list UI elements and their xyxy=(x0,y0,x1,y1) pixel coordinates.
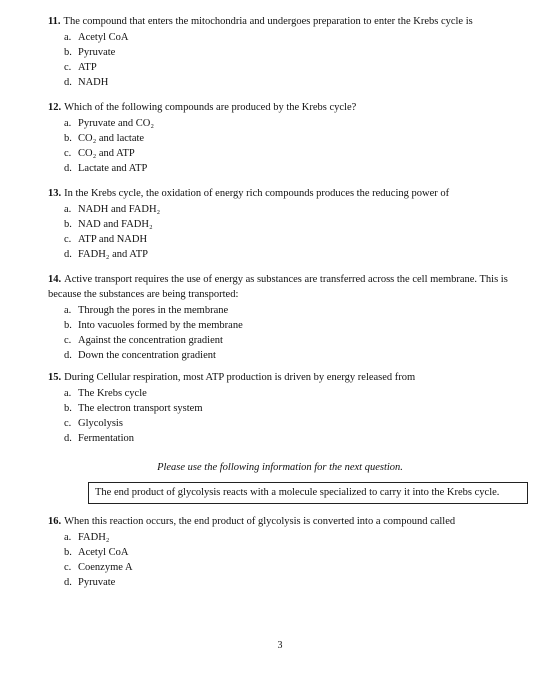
option-d: d. FADH₂ and ATP xyxy=(64,249,148,260)
option-d: d. NADH xyxy=(64,77,109,88)
option-a: a. NADH and FADH₂ xyxy=(64,204,161,215)
info-note: Please use the following information for the next question. xyxy=(157,462,403,473)
option-b: b. CO₂ and lactate xyxy=(64,133,145,144)
question-stem: 14. Active transport requires the use of energy as substances are transferred across the cell membrane. This is because the substances are being transported: xyxy=(48,274,508,300)
question-number: 14. xyxy=(48,274,62,285)
options-list xyxy=(48,116,538,176)
option-d: d. Fermentation xyxy=(64,433,134,444)
option-a: a. Acetyl CoA xyxy=(64,32,129,43)
question-11 xyxy=(48,14,538,90)
question-16 xyxy=(48,514,538,590)
question-13 xyxy=(48,186,538,262)
option-b: b. NAD and FADH₂ xyxy=(64,219,153,230)
options-list xyxy=(48,30,538,90)
option-c: c. CO₂ and ATP xyxy=(64,148,135,159)
question-stem: 13. In the Krebs cycle, the oxidation of energy rich compounds produces the reducing power of xyxy=(48,188,450,199)
option-c: c. ATP xyxy=(64,62,97,73)
option-b: b. Pyruvate xyxy=(64,47,116,58)
question-12 xyxy=(48,100,538,176)
question-15 xyxy=(48,370,538,446)
option-b: b. Into vacuoles formed by the membrane xyxy=(64,320,243,331)
question-number: 11. xyxy=(48,16,61,27)
option-c: c. Glycolysis xyxy=(64,418,123,429)
option-c: c. Coenzyme A xyxy=(64,562,133,573)
options-list xyxy=(48,530,538,590)
option-d: d. Pyruvate xyxy=(64,577,116,588)
question-stem: 16. When this reaction occurs, the end product of glycolysis is converted into a compound called xyxy=(48,516,456,527)
question-number: 15. xyxy=(48,372,62,383)
page-number: 3 xyxy=(277,640,283,651)
option-a: a. FADH₂ xyxy=(64,532,110,543)
question-number: 13. xyxy=(48,188,62,199)
options-list xyxy=(48,303,538,363)
info-box: The end product of glycolysis reacts with a molecule specialized to carry it into the Krebs cycle. xyxy=(88,482,528,504)
question-14 xyxy=(48,272,538,363)
question-number: 12. xyxy=(48,102,62,113)
option-b: b. The electron transport system xyxy=(64,403,203,414)
option-c: c. Against the concentration gradient xyxy=(64,335,223,346)
options-list xyxy=(48,202,538,262)
option-a: a. Pyruvate and CO₂ xyxy=(64,118,154,129)
option-d: d. Lactate and ATP xyxy=(64,163,148,174)
question-stem: 12. Which of the following compounds are produced by the Krebs cycle? xyxy=(48,102,357,113)
option-a: a. The Krebs cycle xyxy=(64,388,147,399)
option-b: b. Acetyl CoA xyxy=(64,547,129,558)
options-list xyxy=(48,386,538,446)
option-c: c. ATP and NADH xyxy=(64,234,148,245)
option-a: a. Through the pores in the membrane xyxy=(64,305,229,316)
option-d: d. Down the concentration gradient xyxy=(64,350,216,361)
question-number: 16. xyxy=(48,516,62,527)
question-stem: 11. The compound that enters the mitochondria and undergoes preparation to enter the Krebs cycle is xyxy=(48,16,473,27)
question-stem: 15. During Cellular respiration, most ATP production is driven by energy released from xyxy=(48,372,416,383)
